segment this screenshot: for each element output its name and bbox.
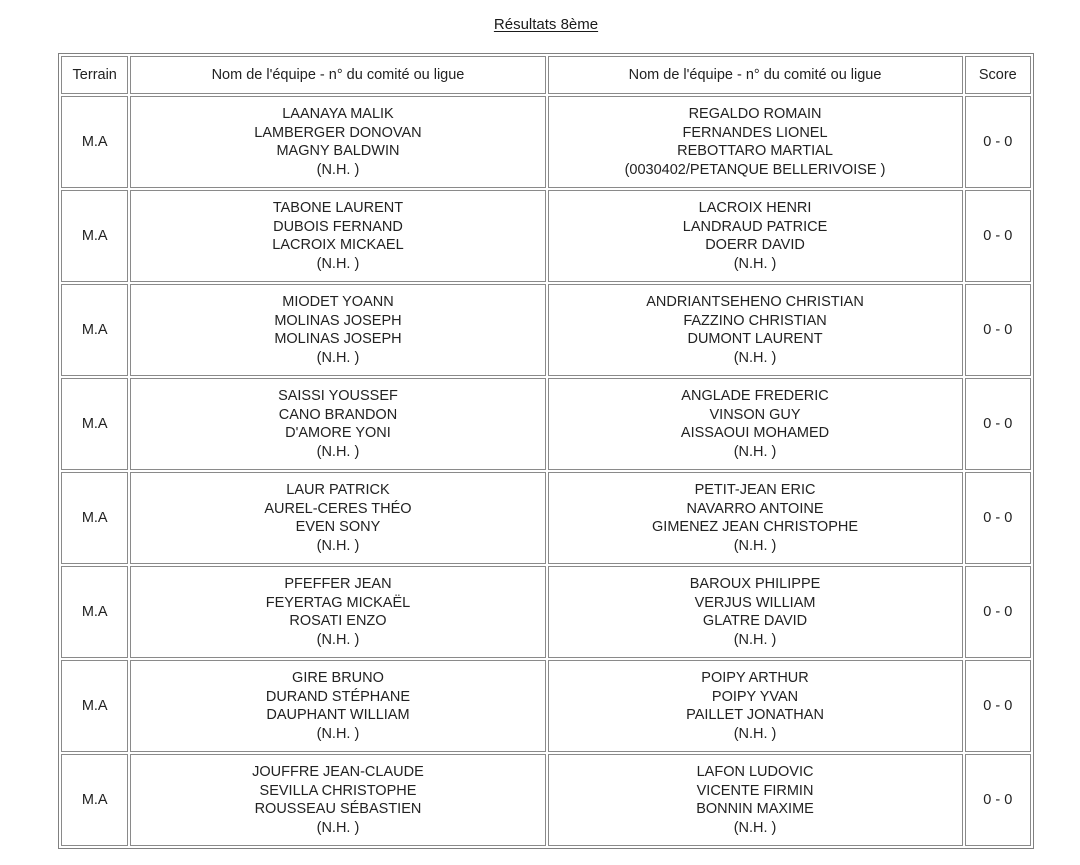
match-row — [61, 566, 1031, 658]
player-name: LAMBERGER DONOVAN — [254, 124, 422, 141]
player-name: ANDRIANTSEHENO CHRISTIAN — [646, 294, 864, 310]
player-name: LAFON LUDOVIC — [696, 764, 814, 780]
score-cell: 0 - 0 — [965, 566, 1031, 658]
player-name: CANO BRANDON — [278, 406, 398, 423]
team-committee: (N.H. ) — [733, 349, 777, 366]
player-name: GIMENEZ JEAN CHRISTOPHE — [652, 519, 859, 535]
header-team2: Nom de l'équipe - n° du comité ou ligue — [548, 56, 963, 94]
player-name: LACROIX HENRI — [698, 200, 812, 216]
terrain-cell: M.A — [61, 284, 128, 376]
results-table — [58, 53, 1034, 849]
player-name: DAUPHANT WILLIAM — [266, 707, 410, 723]
player-name: POIPY YVAN — [711, 688, 799, 705]
player-name: MAGNY BALDWIN — [276, 143, 400, 159]
team-committee: (N.H. ) — [733, 255, 777, 272]
terrain-cell: M.A — [61, 190, 128, 282]
score-cell: 0 - 0 — [965, 472, 1031, 564]
score-cell: 0 - 0 — [965, 660, 1031, 752]
player-name: FEYERTAG MICKAËL — [265, 594, 411, 611]
team2-cell — [548, 660, 963, 752]
header-team1: Nom de l'équipe - n° du comité ou ligue — [130, 56, 545, 94]
player-name: GIRE BRUNO — [292, 670, 384, 686]
player-name: AISSAOUI MOHAMED — [680, 425, 830, 441]
player-name: PETIT-JEAN ERIC — [694, 482, 816, 498]
player-name: DUMONT LAURENT — [687, 331, 823, 347]
player-name: PFEFFER JEAN — [284, 576, 392, 592]
player-name: LAANAYA MALIK — [282, 106, 394, 122]
player-name: ROSATI ENZO — [289, 613, 387, 629]
team-committee: (N.H. ) — [733, 537, 777, 554]
player-name: EVEN SONY — [295, 519, 381, 535]
team-committee: (N.H. ) — [316, 443, 360, 460]
team-committee: (N.H. ) — [733, 443, 777, 460]
team-committee: (N.H. ) — [733, 631, 777, 648]
player-name: REBOTTARO MARTIAL — [677, 143, 833, 159]
player-name: LANDRAUD PATRICE — [682, 218, 828, 235]
team2-cell — [548, 754, 963, 846]
match-row — [61, 754, 1031, 846]
team1-cell — [130, 472, 545, 564]
team1-cell — [130, 754, 545, 846]
team1-cell — [130, 190, 545, 282]
team2-cell — [548, 378, 963, 470]
match-row — [61, 96, 1031, 188]
score-cell: 0 - 0 — [965, 284, 1031, 376]
match-rows — [61, 96, 1031, 846]
score-cell: 0 - 0 — [965, 96, 1031, 188]
player-name: JOUFFRE JEAN-CLAUDE — [252, 764, 424, 780]
player-name: ANGLADE FREDERIC — [681, 388, 829, 404]
terrain-cell: M.A — [61, 566, 128, 658]
player-name: POIPY ARTHUR — [701, 670, 809, 686]
match-row — [61, 284, 1031, 376]
player-name: TABONE LAURENT — [272, 200, 404, 216]
player-name: DUBOIS FERNAND — [273, 218, 403, 235]
player-name: VICENTE FIRMIN — [696, 782, 814, 799]
team2-cell — [548, 190, 963, 282]
team-committee: (N.H. ) — [316, 349, 360, 366]
terrain-cell: M.A — [61, 96, 128, 188]
player-name: VERJUS WILLIAM — [694, 594, 816, 611]
team-committee: (N.H. ) — [316, 725, 360, 742]
terrain-cell: M.A — [61, 660, 128, 752]
player-name: LAUR PATRICK — [286, 482, 390, 498]
player-name: GLATRE DAVID — [702, 613, 808, 629]
player-name: DOERR DAVID — [705, 237, 805, 253]
player-name: FERNANDES LIONEL — [682, 124, 828, 141]
score-cell: 0 - 0 — [965, 754, 1031, 846]
team2-cell — [548, 284, 963, 376]
player-name: FAZZINO CHRISTIAN — [683, 312, 827, 329]
header-row — [61, 56, 1031, 94]
team2-cell — [548, 472, 963, 564]
player-name: BAROUX PHILIPPE — [689, 576, 821, 592]
team1-cell — [130, 284, 545, 376]
player-name: BONNIN MAXIME — [696, 801, 814, 817]
player-name: MOLINAS JOSEPH — [274, 331, 402, 347]
team1-cell — [130, 660, 545, 752]
terrain-cell: M.A — [61, 472, 128, 564]
player-name: PAILLET JONATHAN — [686, 707, 824, 723]
team-committee: (N.H. ) — [316, 631, 360, 648]
header-terrain: Terrain — [61, 56, 128, 94]
player-name: ROUSSEAU SÉBASTIEN — [254, 801, 422, 817]
match-row — [61, 190, 1031, 282]
team-committee: (N.H. ) — [316, 819, 360, 836]
player-name: MOLINAS JOSEPH — [274, 312, 402, 329]
player-name: AUREL-CERES THÉO — [264, 500, 412, 517]
player-name: SEVILLA CHRISTOPHE — [259, 782, 417, 799]
player-name: D'AMORE YONI — [285, 425, 391, 441]
team-committee: (N.H. ) — [316, 255, 360, 272]
header-score: Score — [965, 56, 1031, 94]
team-committee: (0030402/PETANQUE BELLERIVOISE ) — [624, 161, 886, 178]
team1-cell — [130, 96, 545, 188]
player-name: DURAND STÉPHANE — [265, 688, 411, 705]
team-committee: (N.H. ) — [316, 161, 360, 178]
score-cell: 0 - 0 — [965, 378, 1031, 470]
player-name: REGALDO ROMAIN — [688, 106, 822, 122]
match-row — [61, 660, 1031, 752]
team1-cell — [130, 566, 545, 658]
player-name: SAISSI YOUSSEF — [278, 388, 398, 404]
player-name: VINSON GUY — [709, 406, 801, 423]
team2-cell — [548, 566, 963, 658]
terrain-cell: M.A — [61, 378, 128, 470]
match-row — [61, 472, 1031, 564]
terrain-cell: M.A — [61, 754, 128, 846]
team-committee: (N.H. ) — [733, 819, 777, 836]
match-row — [61, 378, 1031, 470]
page-title[interactable]: Résultats 8ème — [493, 16, 599, 33]
team2-cell — [548, 96, 963, 188]
player-name: MIODET YOANN — [282, 294, 394, 310]
team1-cell — [130, 378, 545, 470]
team-committee: (N.H. ) — [316, 537, 360, 554]
player-name: NAVARRO ANTOINE — [686, 500, 824, 517]
player-name: LACROIX MICKAEL — [272, 237, 404, 253]
score-cell: 0 - 0 — [965, 190, 1031, 282]
team-committee: (N.H. ) — [733, 725, 777, 742]
